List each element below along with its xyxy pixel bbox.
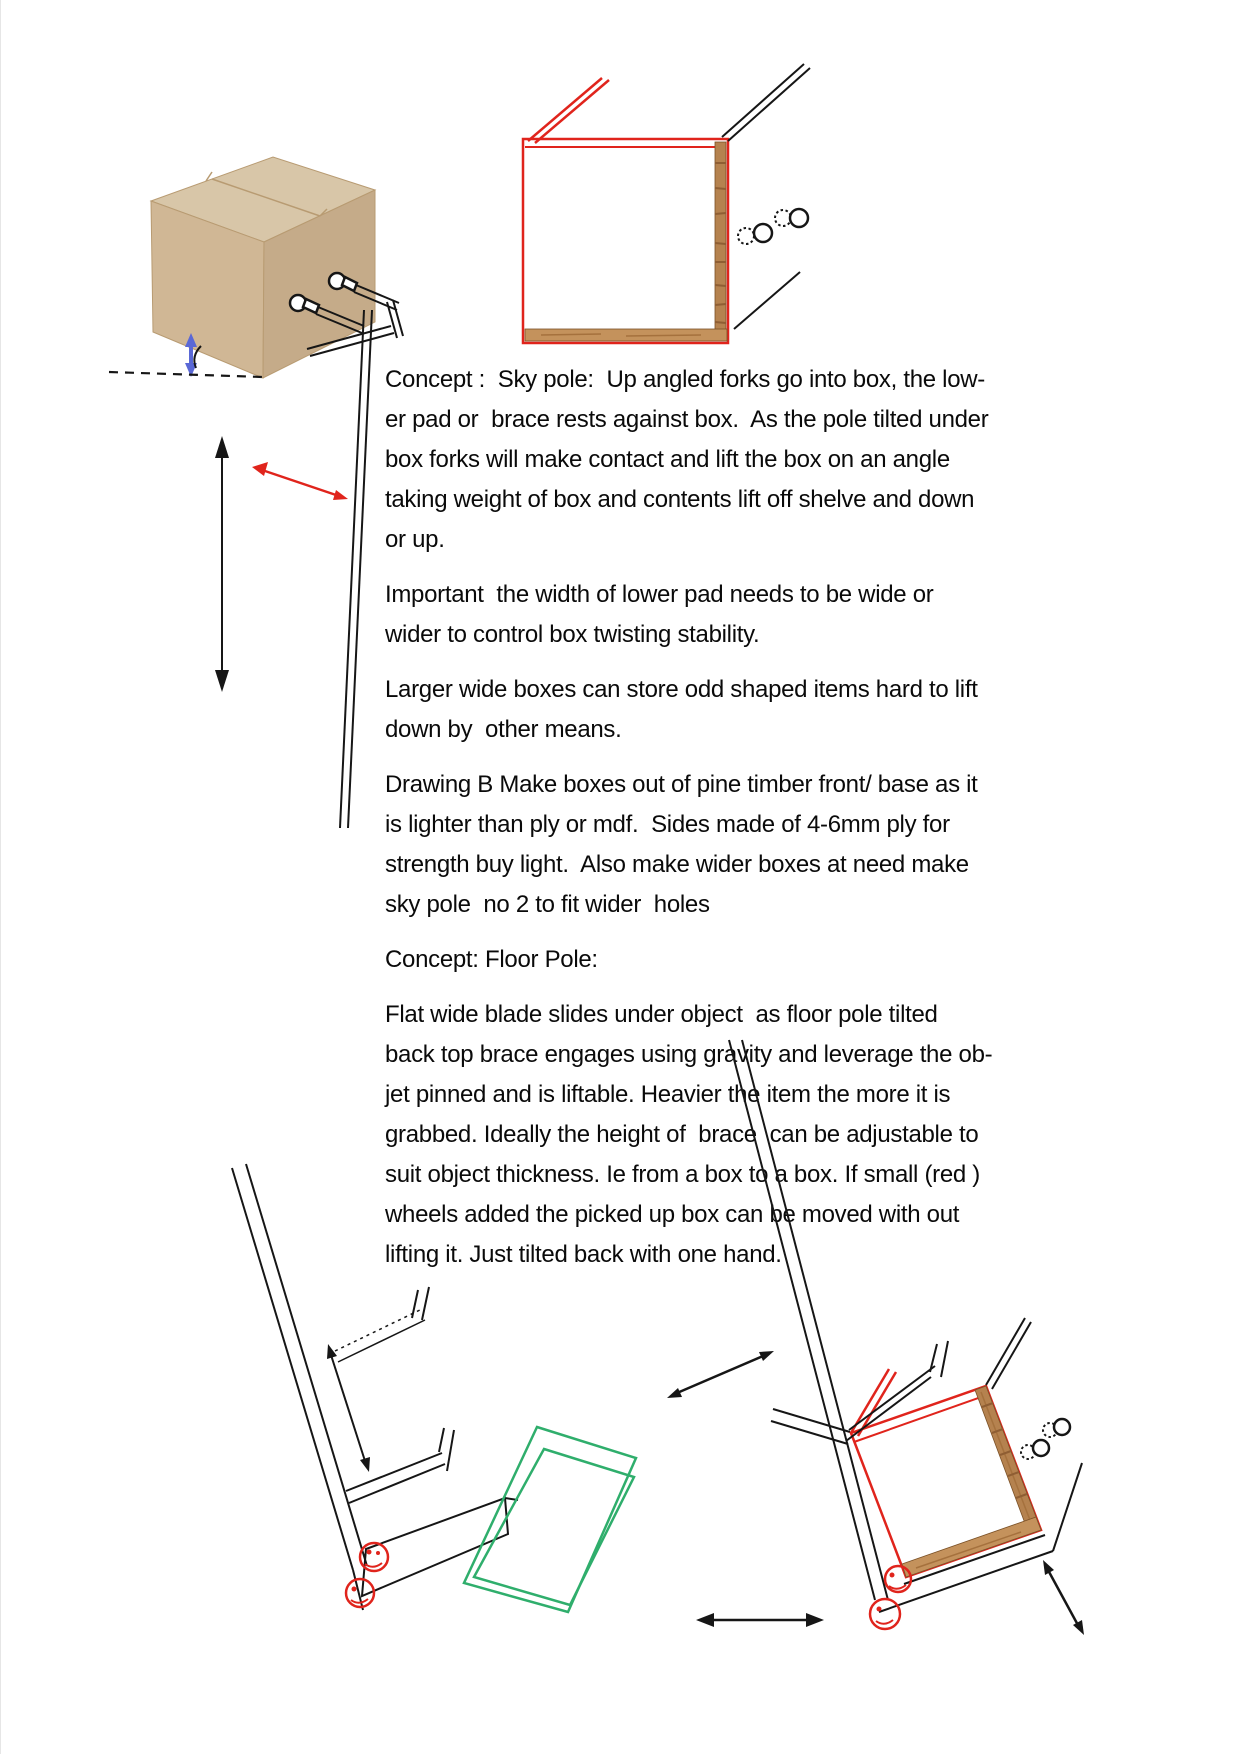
move-arrow-horizontal <box>696 1613 824 1627</box>
floor-line-dashed <box>109 346 263 377</box>
text-line: lifting it. Just tilted back with one hand. <box>385 1241 782 1268</box>
paragraph-larger-boxes <box>385 670 1045 750</box>
text-line: er pad or brace rests against box. As the pole tilted under <box>385 406 989 433</box>
paragraph-important-note <box>385 575 1045 655</box>
text-line: or up. <box>385 526 445 553</box>
text-line: back top brace engages using gravity and leverage the ob- <box>385 1041 993 1068</box>
text-line: down by other means. <box>385 716 622 743</box>
text-line: box forks will make contact and lift the box on an angle <box>385 446 950 473</box>
tilt-direction-arrow <box>252 462 348 500</box>
text-line: Concept: Floor Pole: <box>385 946 598 973</box>
drawing-b-box-illustration <box>523 64 810 343</box>
red-wheels-right <box>870 1566 911 1629</box>
engage-arrow <box>667 1351 774 1398</box>
text-line: sky pole no 2 to fit wider holes <box>385 891 710 918</box>
text-line: wider to control box twisting stability. <box>385 621 760 648</box>
lift-clearance-arrow <box>185 333 197 377</box>
paragraph-floor-pole-concept <box>385 995 1045 1275</box>
green-box-outline <box>464 1427 636 1612</box>
text-line: Larger wide boxes can store odd shaped items hard to lift <box>385 676 978 703</box>
height-range-arrow <box>215 436 229 692</box>
text-line: Concept : Sky pole: Up angled forks go into box, the low- <box>385 366 985 393</box>
text-line: Important the width of lower pad needs to be wide or <box>385 581 934 608</box>
paragraph-drawing-b <box>385 765 1045 925</box>
text-line: Drawing B Make boxes out of pine timber front/ base as it <box>385 771 978 798</box>
text-line: suit object thickness. Ie from a box to a box. If small (red ) <box>385 1161 980 1188</box>
text-line: taking weight of box and contents lift off shelve and down <box>385 486 975 513</box>
text-line: wheels added the picked up box can be moved with out <box>385 1201 960 1228</box>
cardboard-box-illustration <box>151 157 375 378</box>
text-line: Flat wide blade slides under object as floor pole tilted <box>385 1001 938 1028</box>
paragraph-floor-pole-heading <box>385 940 1045 980</box>
document-text <box>385 360 1045 1275</box>
text-line: jet pinned and is liftable. Heavier the item the more it is <box>385 1081 951 1108</box>
red-wheels-left <box>346 1543 388 1607</box>
paragraph-sky-pole-concept <box>385 360 1045 560</box>
text-line: strength buy light. Also make wider boxes at need make <box>385 851 969 878</box>
text-line: grabbed. Ideally the height of brace can be adjustable to <box>385 1121 979 1148</box>
tilt-arrow-diagonal <box>1043 1560 1084 1635</box>
text-line: is lighter than ply or mdf. Sides made of 4-6mm ply for <box>385 811 950 838</box>
